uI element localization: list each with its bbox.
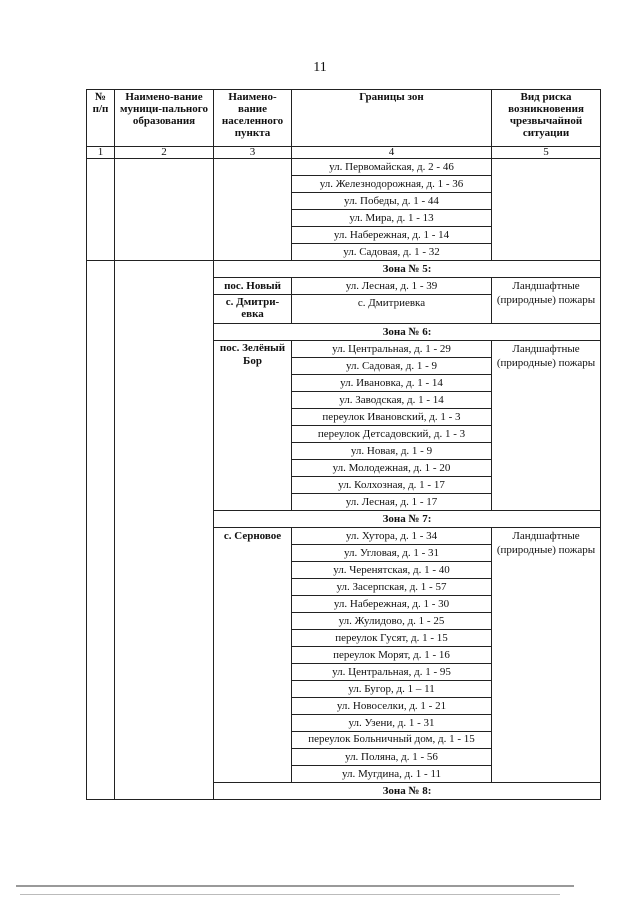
street-cell: ул. Мугдина, д. 1 - 11 — [292, 766, 492, 783]
street-cell: ул. Лесная, д. 1 - 39 — [292, 278, 492, 295]
street-cell: ул. Жулидово, д. 1 - 25 — [292, 613, 492, 630]
street-cell: ул. Новая, д. 1 - 9 — [292, 443, 492, 460]
zone-5-title: Зона № 5: — [214, 261, 601, 278]
street-cell: ул. Поляна, д. 1 - 56 — [292, 749, 492, 766]
street-cell: ул. Засерпская, д. 1 - 57 — [292, 579, 492, 596]
locality-cell: с. Серновое — [214, 528, 292, 783]
zone-7-title: Зона № 7: — [214, 511, 601, 528]
header-municipality: Наимено-вание муници-пального образования — [115, 90, 214, 147]
street-cell: переулок Ивановский, д. 1 - 3 — [292, 409, 492, 426]
header-risk-type: Вид риска возникновения чрезвычайной ситуации — [492, 90, 601, 147]
street-cell: с. Дмитриевка — [292, 295, 492, 324]
locality-cell: пос. Новый — [214, 278, 292, 295]
zone-header-row — [87, 261, 601, 278]
street-cell: ул. Садовая, д. 1 - 32 — [292, 244, 492, 261]
header-zone-bounds: Границы зон — [292, 90, 492, 147]
col-number: 4 — [292, 147, 492, 159]
table-row — [87, 159, 601, 176]
header-number: № п/п — [87, 90, 115, 147]
header-row — [87, 90, 601, 147]
risk-cell: Ландшафтные (природные) пожары — [492, 528, 601, 783]
locality-cell: пос. Зелёный Бор — [214, 341, 292, 511]
street-cell: ул. Мира, д. 1 - 13 — [292, 210, 492, 227]
empty-cell — [87, 159, 115, 261]
locality-cell: с. Дмитри-евка — [214, 295, 292, 324]
empty-cell — [214, 159, 292, 261]
empty-cell — [87, 261, 115, 800]
zones-table — [86, 89, 601, 800]
empty-cell — [115, 159, 214, 261]
street-cell: ул. Первомайская, д. 2 - 46 — [292, 159, 492, 176]
scan-artifact-line — [20, 894, 560, 895]
street-cell: ул. Центральная, д. 1 - 95 — [292, 664, 492, 681]
empty-cell — [492, 159, 601, 261]
zone-6-title: Зона № 6: — [214, 324, 601, 341]
risk-cell: Ландшафтные (природные) пожары — [492, 341, 601, 511]
street-cell: переулок Гусят, д. 1 - 15 — [292, 630, 492, 647]
scan-artifact-line — [16, 885, 574, 887]
street-cell: ул. Новоселки, д. 1 - 21 — [292, 698, 492, 715]
col-number: 2 — [115, 147, 214, 159]
col-number: 1 — [87, 147, 115, 159]
street-cell: ул. Победы, д. 1 - 44 — [292, 193, 492, 210]
street-cell: ул. Колхозная, д. 1 - 17 — [292, 477, 492, 494]
street-cell: ул. Узени, д. 1 - 31 — [292, 715, 492, 732]
street-cell: ул. Ивановка, д. 1 - 14 — [292, 375, 492, 392]
street-cell: ул. Бугор, д. 1 – 11 — [292, 681, 492, 698]
street-cell: ул. Хутора, д. 1 - 34 — [292, 528, 492, 545]
page-number: 11 — [313, 60, 327, 75]
zone-8-title: Зона № 8: — [214, 783, 601, 800]
street-cell: ул. Набережная, д. 1 - 14 — [292, 227, 492, 244]
street-cell: ул. Заводская, д. 1 - 14 — [292, 392, 492, 409]
street-cell: ул. Лесная, д. 1 - 17 — [292, 494, 492, 511]
street-cell: переулок Больничный дом, д. 1 - 15 — [292, 732, 492, 749]
risk-cell: Ландшафтные (природные) пожары — [492, 278, 601, 324]
col-number: 5 — [492, 147, 601, 159]
column-numbers-row — [87, 147, 601, 159]
street-cell: ул. Центральная, д. 1 - 29 — [292, 341, 492, 358]
street-cell: ул. Железнодорожная, д. 1 - 36 — [292, 176, 492, 193]
street-cell: переулок Морят, д. 1 - 16 — [292, 647, 492, 664]
empty-cell — [115, 261, 214, 800]
street-cell: ул. Набережная, д. 1 - 30 — [292, 596, 492, 613]
street-cell: ул. Молодежная, д. 1 - 20 — [292, 460, 492, 477]
col-number: 3 — [214, 147, 292, 159]
street-cell: ул. Черенятская, д. 1 - 40 — [292, 562, 492, 579]
street-cell: ул. Угловая, д. 1 - 31 — [292, 545, 492, 562]
street-cell: переулок Детсадовский, д. 1 - 3 — [292, 426, 492, 443]
street-cell: ул. Садовая, д. 1 - 9 — [292, 358, 492, 375]
header-locality: Наимено-вание населенного пункта — [214, 90, 292, 147]
